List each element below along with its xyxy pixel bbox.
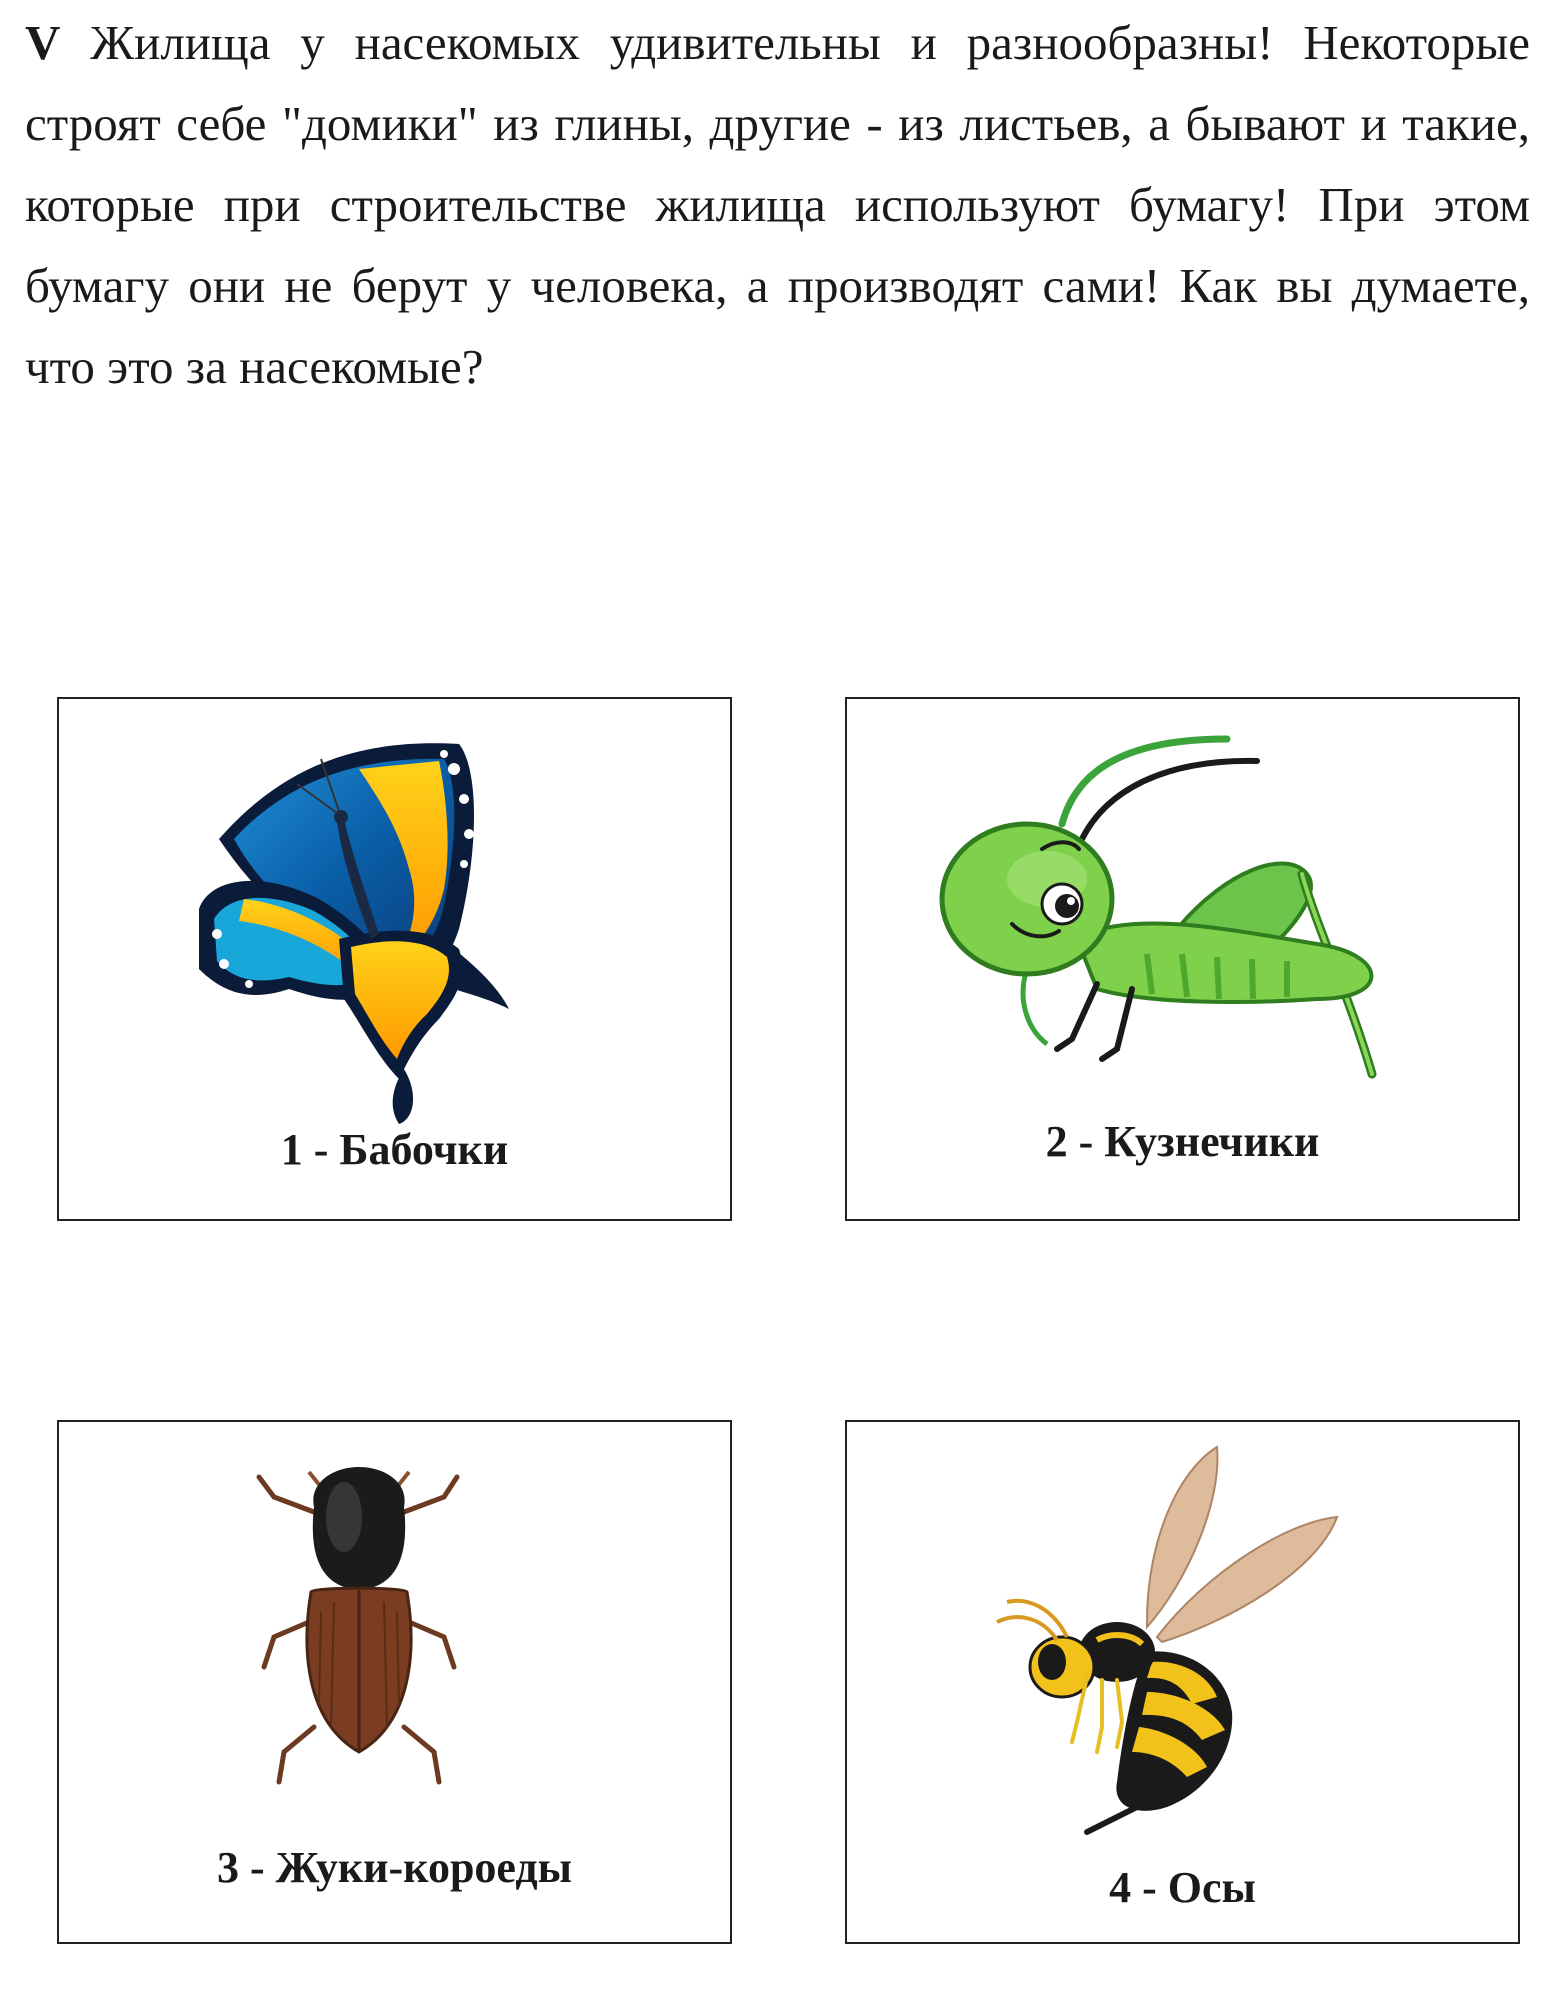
option-label: 3 - Жуки-короеды bbox=[217, 1843, 572, 1892]
question-text bbox=[25, 2, 1530, 407]
option-label: 2 - Кузнечики bbox=[1045, 1117, 1320, 1166]
answer-card-grasshoppers[interactable] bbox=[845, 697, 1520, 1221]
option-label: 1 - Бабочки bbox=[280, 1125, 509, 1174]
question-body: Жилища у насекомых удивительны и разнообразны! Некоторые строят себе "домики" из глины, другие - из листьев, а бывают и такие, которые при строительстве жилища используют бумагу! При этом бумагу они не берут у человека, а производят сами! Как вы думаете, что это за насекомые? bbox=[25, 15, 1531, 394]
question-number: V bbox=[25, 15, 61, 70]
answer-card-butterflies[interactable] bbox=[57, 697, 732, 1221]
option-label: 4 - Осы bbox=[1109, 1863, 1256, 1912]
answer-card-bark-beetles[interactable] bbox=[57, 1420, 732, 1944]
answer-card-wasps[interactable] bbox=[845, 1420, 1520, 1944]
